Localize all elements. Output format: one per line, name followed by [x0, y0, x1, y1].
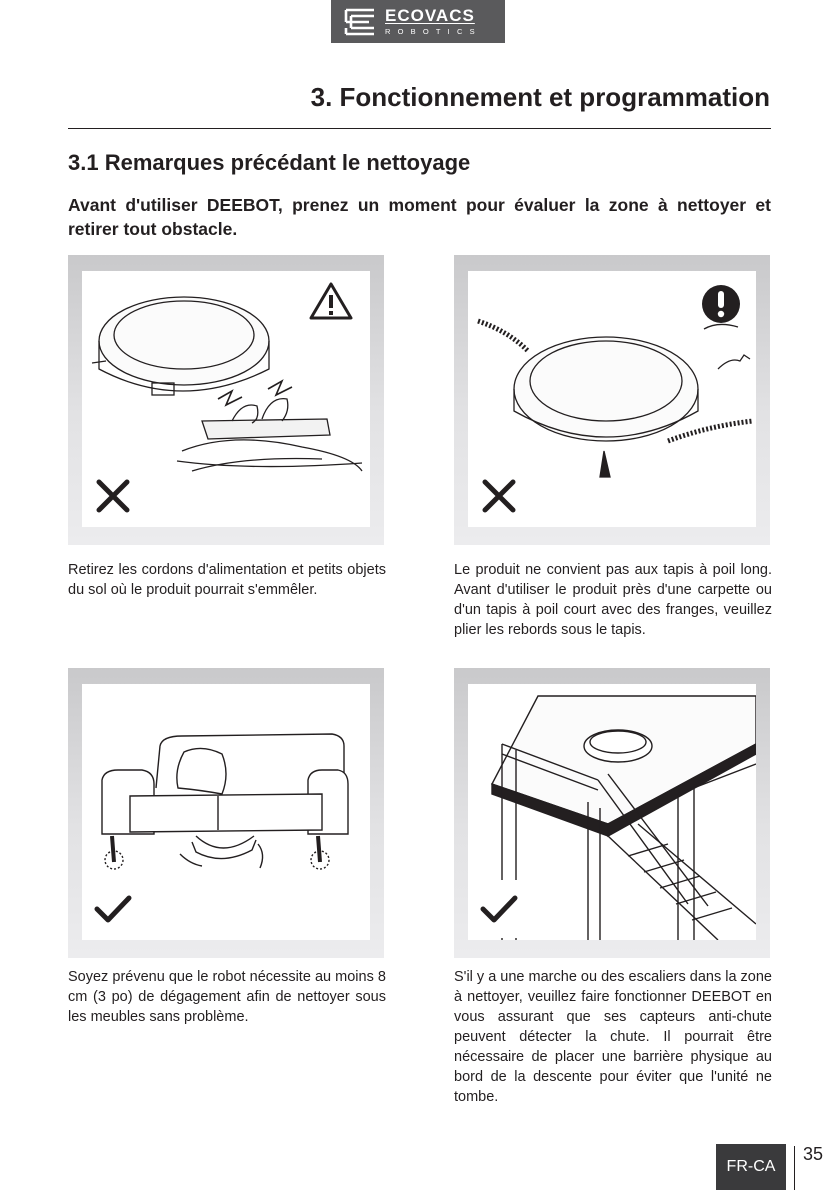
check-icon: [93, 889, 133, 929]
status-badge: [470, 467, 528, 525]
exclamation-circle-icon: [700, 283, 742, 325]
intro-text: Avant d'utiliser DEEBOT, prenez un moment pour évaluer la zone à nettoyer et retirer tout obstacle.: [68, 195, 771, 239]
section-title: 3.1 Remarques précédant le nettoyage: [68, 150, 471, 175]
illustration-panel-cords: [68, 255, 384, 545]
caption-cords: Retirez les cordons d'alimentation et petits objets du sol où le produit pourrait s'emmêler.: [68, 562, 386, 598]
chapter-title: 3. Fonctionnement et programmation: [310, 82, 770, 112]
caption-rug: Le produit ne convient pas aux tapis à poil long. Avant d'utiliser le produit près d'une carpette ou d'un tapis à poil court avec des franges, veuillez plier les rebords sous le tapis.: [454, 562, 772, 638]
region-tag: FR-CA: [716, 1144, 786, 1190]
illustration-panel-furniture: [68, 668, 384, 958]
title-divider: [68, 128, 771, 129]
footer-divider: [794, 1146, 795, 1190]
page-number: 35: [803, 1144, 824, 1164]
caption-furniture: Soyez prévenu que le robot nécessite au moins 8 cm (3 po) de dégagement afin de nettoyer sous les meubles sans problème.: [68, 969, 386, 1025]
status-badge: [84, 880, 142, 938]
status-badge: [84, 467, 142, 525]
illustration-panel-stairs: [454, 668, 770, 958]
status-badge: [470, 880, 528, 938]
cross-icon: [479, 476, 519, 516]
logo-brand-text: ECOVACS: [385, 6, 475, 25]
ecovacs-logo: [331, 0, 505, 43]
illustration-panel-rug: [454, 255, 770, 545]
warning-triangle-icon: [308, 281, 354, 321]
cross-icon: [93, 476, 133, 516]
check-icon: [479, 889, 519, 929]
caption-stairs: S'il y a une marche ou des escaliers dans la zone à nettoyer, veuillez faire fonctionner DEEBOT en vous assurant que ses capteurs anti-chute peuvent détecter la chute. Il pourrait être nécessaire de placer une barrière physique au bord de la descente pour éviter que l'unité ne tombe.: [454, 969, 772, 1105]
ecovacs-logo-mark-icon: [343, 8, 377, 36]
logo-sub-text: ROBOTICS: [385, 27, 482, 36]
